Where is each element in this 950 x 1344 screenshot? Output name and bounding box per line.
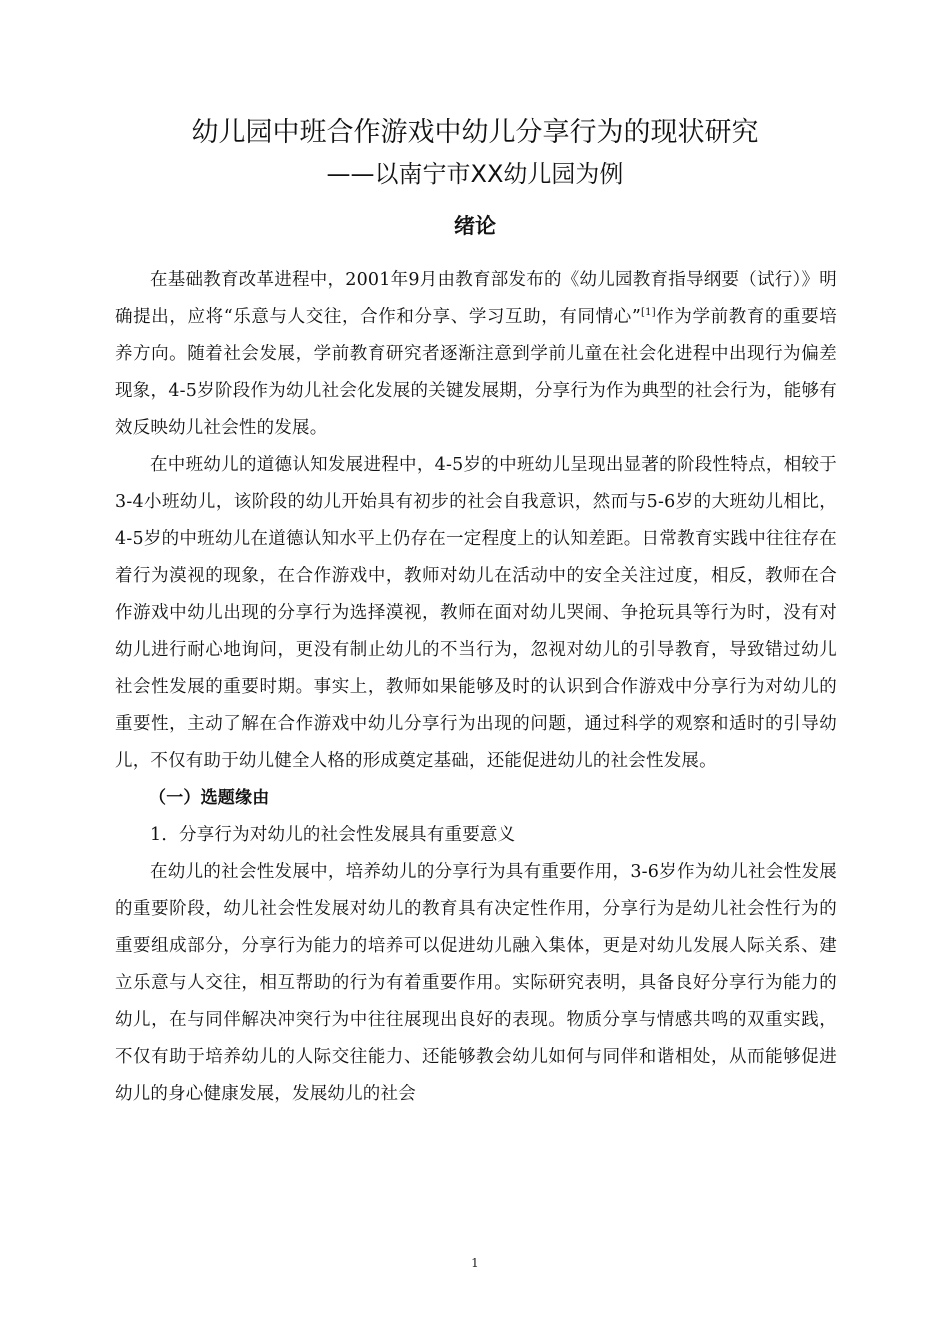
- paragraph-3: 在幼儿的社会性发展中，培养幼儿的分享行为具有重要作用，3-6岁作为幼儿社会性发展的重要阶段，幼儿社会性发展对幼儿的教育具有决定性作用，分享行为是幼儿社会性行为的重要组成部分，分享行为能力的培养可以促进幼儿融入集体，更是对幼儿发展人际关系、建立乐意与人交往，相互帮助的行为有着重要作用。实际研究表明，具备良好分享行为能力的幼儿，在与同伴解决冲突行为中往往展现出良好的表现。物质分享与情感共鸣的双重实践，不仅有助于培养幼儿的人际交往能力、还能够教会幼儿如何与同伴和谐相处，从而能够促进幼儿的身心健康发展，发展幼儿的社会: [115, 862, 837, 1104]
- paragraph-2: 在中班幼儿的道德认知发展进程中，4-5岁的中班幼儿呈现出显著的阶段性特点，相较于3-4小班幼儿，该阶段的幼儿开始具有初步的社会自我意识，然而与5-6岁的大班幼儿相比，4-5岁的中班幼儿在道德认知水平上仍存在一定程度上的认知差距。日常教育实践中往往存在着行为漠视的现象，在合作游戏中，教师对幼儿在活动中的安全关注过度，相反，教师在合作游戏中幼儿出现的分享行为选择漠视，教师在面对幼儿哭闹、争抢玩具等行为时，没有对幼儿进行耐心地询问，更没有制止幼儿的不当行为，忽视对幼儿的引导教育，导致错过幼儿社会性发展的重要时期。事实上，教师如果能够及时的认识到合作游戏中分享行为对幼儿的重要性，主动了解在合作游戏中幼儿分享行为出现的问题，通过科学的观察和适时的引导幼儿，不仅有助于幼儿健全人格的形成奠定基础，还能促进幼儿的社会性发展。: [115, 455, 837, 771]
- section-heading: 绪论: [454, 214, 496, 238]
- paragraph-1-text-a: 在基础教育改革进程中，2001年9月由教育部发布的《幼儿园教育指导纲要（试行）》明确提出，应将“乐意与人交往，合作和分享、学习互助，有同情心”: [115, 270, 837, 327]
- paragraph-1: [115, 262, 837, 447]
- document-title: 幼儿园中班合作游戏中幼儿分享行为的现状研究: [191, 117, 759, 148]
- paragraph-1-text-b: 作为学前教育的重要培养方向。随着社会发展，学前教育研究者逐渐注意到学前儿童在社会化进程中出现行为偏差现象，4-5岁阶段作为幼儿社会化发展的关键发展期，分享行为作为典型的社会行为，能够有效反映幼儿社会性的发展。: [115, 307, 837, 438]
- citation-ref: [1]: [641, 307, 656, 319]
- subsection-heading: （一）选题缘由: [149, 788, 270, 808]
- document-subtitle: ——以南宁市XX幼儿园为例: [326, 160, 624, 188]
- item-heading: 1．分享行为对幼儿的社会性发展具有重要意义: [150, 825, 516, 845]
- document-body: [115, 262, 837, 1113]
- page-number: 1: [471, 1256, 479, 1270]
